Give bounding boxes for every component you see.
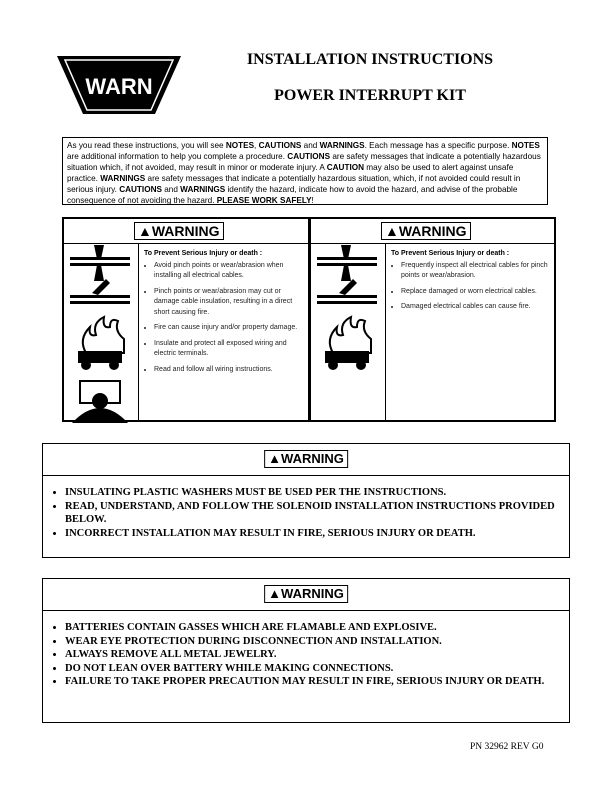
- intro-text-segment: and: [161, 185, 181, 194]
- hazard-icons: [311, 243, 386, 420]
- pinch-cable-icon: [311, 243, 385, 373]
- intro-notice: [62, 137, 548, 205]
- intro-text-segment: are safety messages that indicate a potentially hazardous situation which, if not avoided, may result in minor or moderate injury. A: [67, 152, 541, 172]
- intro-text-segment: WARNINGS: [180, 185, 226, 194]
- intro-text-segment: CAUTION: [326, 163, 364, 172]
- intro-text-segment: PLEASE WORK SAFELY: [216, 196, 312, 205]
- warning-label: ▲WARNING: [381, 222, 471, 240]
- list-item: • Frequently inspect all electrical cables for pinch points or wear/abrasion.: [401, 261, 548, 282]
- warning-panel-right: [309, 217, 556, 422]
- list-item: • Avoid pinch points or wear/abrasion when installing all electrical cables.: [154, 261, 302, 282]
- list-item: • Insulate and protect all exposed wiring and electric terminals.: [154, 339, 302, 360]
- intro-text-segment: WARNINGS: [319, 141, 365, 150]
- pinch-cable-icon: [64, 243, 138, 423]
- intro-text-segment: are additional information to help you complete a procedure.: [67, 152, 288, 161]
- warning-label: ▲WARNING: [264, 585, 348, 603]
- list-item: • INCORRECT INSTALLATION MAY RESULT IN FIRE, SERIOUS INJURY OR DEATH.: [65, 527, 569, 541]
- list-item: • INSULATING PLASTIC WASHERS MUST BE USED PER THE INSTRUCTIONS.: [65, 486, 569, 500]
- list-item: • Fire can cause injury and/or property damage.: [154, 323, 302, 334]
- intro-text-segment: and: [301, 141, 320, 150]
- fire-icon: [83, 317, 124, 353]
- warning-panel-left: [62, 217, 310, 422]
- warning-box-installation: [42, 443, 570, 558]
- list-item: • ALWAYS REMOVE ALL METAL JEWELRY.: [65, 648, 569, 662]
- intro-text-segment: may also be used to alert against unsafe practice.: [67, 163, 514, 183]
- intro-text-segment: WARNINGS: [100, 174, 146, 183]
- intro-text-segment: As you read these instructions, you will see: [67, 141, 226, 150]
- list-item: • Damaged electrical cables can cause fire.: [401, 302, 548, 313]
- intro-text-segment: ,: [254, 141, 259, 150]
- warn-logo: [55, 52, 183, 118]
- list-item: • WEAR EYE PROTECTION DURING DISCONNECTION AND INSTALLATION.: [65, 635, 569, 649]
- intro-text-segment: NOTES: [225, 141, 255, 150]
- title-installation-instructions: INSTALLATION INSTRUCTIONS: [246, 51, 494, 68]
- svg-text:WARN: WARN: [85, 74, 153, 99]
- hazard-icons: [64, 243, 139, 420]
- list-item: • Read and follow all wiring instructions.: [154, 365, 302, 376]
- intro-text-segment: are safety messages that indicate a potentially hazardous situation, which, if not avoided could result in serious injury.: [67, 174, 521, 194]
- fire-icon: [330, 317, 371, 353]
- title-power-interrupt-kit: POWER INTERRUPT KIT: [274, 87, 466, 104]
- list-item: • READ, UNDERSTAND, AND FOLLOW THE SOLENOID INSTALLATION INSTRUCTIONS PROVIDED BELOW.: [65, 500, 569, 527]
- list-item: • Replace damaged or worn electrical cables.: [401, 287, 548, 298]
- part-number: PN 32962 REV G0: [470, 742, 544, 752]
- list-item: • BATTERIES CONTAIN GASSES WHICH ARE FLAMABLE AND EXPLOSIVE.: [65, 621, 569, 635]
- intro-text-segment: identify the hazard, indicate how to avoid the hazard, and advise of the probable consequence of not avoiding the hazard.: [67, 185, 518, 205]
- intro-text-segment: NOTES: [511, 141, 540, 150]
- warning-label: ▲WARNING: [264, 450, 348, 468]
- intro-text-segment: !: [311, 196, 314, 205]
- list-item: • Pinch points or wear/abrasion may cut or damage cable insulation, resulting in a direct short causing fire.: [154, 287, 302, 319]
- panel-heading: To Prevent Serious Injury or death :: [391, 250, 510, 257]
- list-item: • DO NOT LEAN OVER BATTERY WHILE MAKING CONNECTIONS.: [65, 662, 569, 676]
- list-item: • FAILURE TO TAKE PROPER PRECAUTION MAY RESULT IN FIRE, SERIOUS INJURY OR DEATH.: [65, 675, 569, 689]
- warning-label: ▲WARNING: [134, 222, 224, 240]
- warning-box-battery: [42, 578, 570, 723]
- panel-heading: To Prevent Serious Injury or death :: [144, 250, 263, 257]
- intro-text-segment: CAUTIONS: [287, 152, 331, 161]
- intro-text-segment: CAUTIONS: [119, 185, 162, 194]
- intro-text-segment: CAUTIONS: [258, 141, 302, 150]
- intro-text-segment: . Each message has a specific purpose.: [364, 141, 512, 150]
